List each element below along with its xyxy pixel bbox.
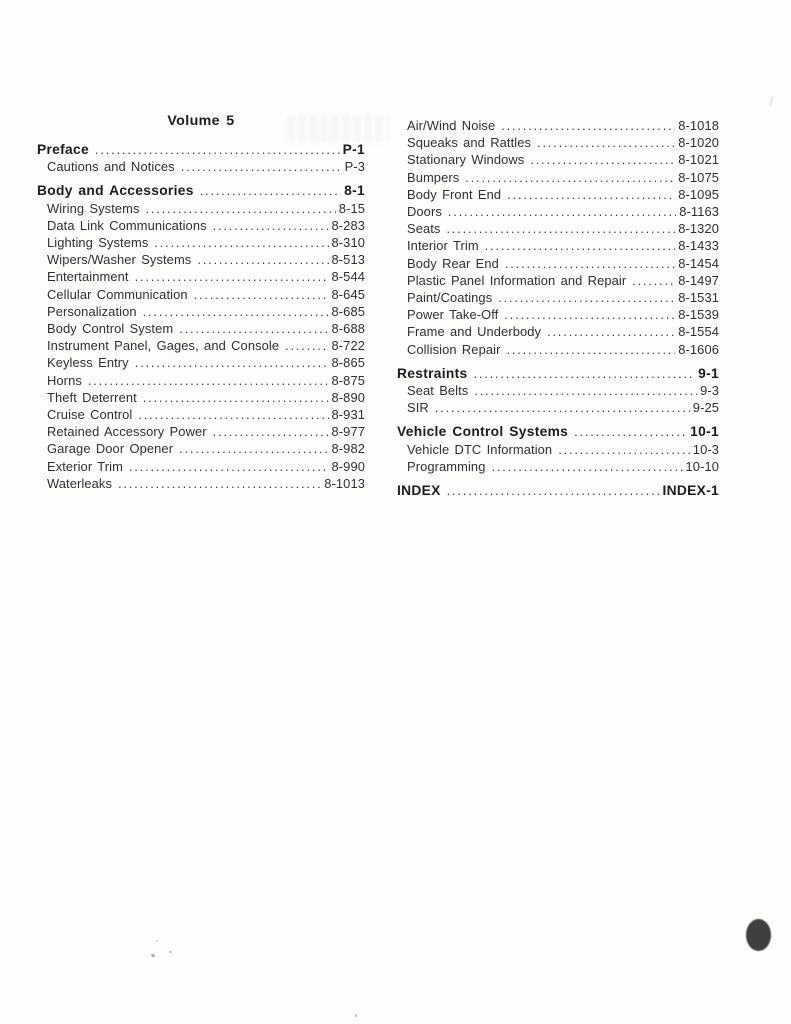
- toc-entry-label: Paint/Coatings: [407, 290, 493, 306]
- toc-entry-label: Garage Door Opener: [47, 441, 174, 457]
- toc-entry-page: 9-3: [700, 383, 719, 399]
- dot-leader: [88, 372, 329, 389]
- toc-entry: [37, 234, 365, 251]
- toc-entry-label: Power Take-Off: [407, 307, 499, 323]
- dot-leader: [200, 182, 341, 199]
- toc-entry-label: Air/Wind Noise: [407, 118, 496, 133]
- toc-entry: [397, 237, 719, 254]
- toc-entry-page: 8-1531: [678, 290, 719, 306]
- toc-entry: [37, 200, 365, 217]
- toc-entry-label: Retained Accessory Power: [47, 424, 207, 440]
- toc-entry-label: Restraints: [397, 365, 468, 381]
- dot-leader: [558, 441, 690, 458]
- toc-section-entry: [397, 423, 719, 440]
- toc-entry-label: Instrument Panel, Gages, and Console: [47, 338, 280, 354]
- scan-speck: [151, 953, 156, 958]
- toc-entry-page: 10-3: [692, 441, 719, 457]
- toc-entry-label: Horns: [47, 372, 82, 388]
- toc-entry: [397, 341, 719, 358]
- toc-entry-label: Bumpers: [407, 169, 460, 185]
- toc-entry-label: Waterleaks: [47, 475, 112, 491]
- toc-entry-label: Body Rear End: [407, 255, 499, 271]
- scan-speck: [355, 1014, 357, 1017]
- toc-entry-page: 8-722: [331, 338, 365, 354]
- toc-entry-page: INDEX-1: [662, 483, 719, 499]
- toc-entry-label: Cellular Communication: [47, 286, 188, 302]
- dot-leader: [506, 341, 675, 358]
- toc-entry-label: Personalization: [47, 303, 137, 319]
- scan-bleed-artifact: [288, 116, 390, 142]
- toc-entry-page: 8-1018: [678, 118, 719, 133]
- toc-entry-label: Vehicle DTC Information: [407, 441, 553, 457]
- dot-leader: [197, 251, 328, 268]
- dot-leader: [143, 389, 329, 406]
- toc-section-entry: [397, 365, 719, 382]
- dot-leader: [179, 320, 328, 337]
- toc-entry: [37, 268, 365, 285]
- toc-entry: [37, 337, 365, 354]
- toc-entry-page: 8-1020: [678, 135, 719, 151]
- toc-entry-page: 8-310: [331, 235, 365, 251]
- toc-entry-page: 8-15: [338, 200, 365, 216]
- dot-leader: [505, 255, 675, 272]
- toc-entry-page: 8-1163: [679, 204, 719, 220]
- toc-entry-label: Plastic Panel Information and Repair: [407, 272, 627, 288]
- dot-leader: [474, 382, 697, 399]
- toc-entry-page: 8-1320: [678, 221, 719, 237]
- toc-entry: [397, 203, 719, 220]
- toc-entry-label: Theft Deterrent: [47, 389, 137, 405]
- toc-entry: [37, 217, 365, 234]
- dot-leader: [530, 151, 675, 168]
- toc-entry-label: Keyless Entry: [47, 355, 129, 371]
- toc-entry: [37, 372, 365, 389]
- toc-section-entry: [37, 141, 365, 158]
- toc-entry: [397, 134, 719, 151]
- toc-entry-page: 8-1433: [678, 238, 719, 254]
- dot-leader: [574, 423, 687, 440]
- dot-leader: [632, 272, 675, 289]
- toc-entry-label: Entertainment: [47, 269, 129, 285]
- scan-speck: [169, 951, 172, 953]
- toc-entry-page: 8-283: [331, 217, 365, 233]
- toc-entries-right: [397, 117, 719, 499]
- toc-entry-page: 9-25: [692, 400, 719, 416]
- toc-entry-label: Data Link Communications: [47, 217, 207, 233]
- dot-leader: [491, 458, 682, 475]
- toc-entry: [397, 458, 719, 475]
- dot-leader: [118, 475, 321, 492]
- toc-entry-page: 8-990: [331, 458, 365, 474]
- toc-entry-page: 10-1: [690, 424, 719, 440]
- toc-entry-label: Seats: [407, 221, 441, 237]
- toc-entry-page: 8-977: [331, 424, 365, 440]
- toc-entry-page: 10-10: [685, 458, 719, 474]
- dot-leader: [179, 440, 328, 457]
- toc-entry-page: 8-1021: [678, 152, 719, 168]
- toc-entry-label: Cruise Control: [47, 407, 133, 423]
- dot-leader: [465, 169, 675, 186]
- toc-entry-page: 8-865: [331, 355, 365, 371]
- toc-section-entry: [37, 182, 365, 199]
- toc-entry: [37, 303, 365, 320]
- toc-entry-label: Wiring Systems: [47, 200, 140, 216]
- toc-entry-label: Stationary Windows: [407, 152, 525, 168]
- toc-entry-label: Lighting Systems: [47, 235, 149, 251]
- toc-entry-label: Cautions and Notices: [47, 159, 175, 175]
- dot-leader: [504, 306, 675, 323]
- toc-entry: [37, 458, 365, 475]
- dot-leader: [95, 141, 340, 158]
- toc-entry: [37, 406, 365, 423]
- toc-entry: [37, 251, 365, 268]
- dot-leader: [285, 337, 328, 354]
- dot-leader: [194, 286, 329, 303]
- dot-leader: [146, 200, 336, 217]
- toc-entry: [37, 354, 365, 371]
- toc-entry-page: 8-1013: [324, 475, 365, 491]
- toc-column-left: [37, 113, 365, 492]
- toc-entry-label: Programming: [407, 458, 486, 474]
- toc-entry: [37, 389, 365, 406]
- dot-leader: [135, 354, 329, 371]
- dot-leader: [447, 482, 660, 499]
- dot-leader: [138, 406, 328, 423]
- toc-entry: [397, 272, 719, 289]
- punch-hole-dot: [746, 919, 771, 951]
- toc-entry: [37, 475, 365, 492]
- toc-entry-page: 8-645: [331, 286, 365, 302]
- toc-entry-page: 8-1454: [678, 255, 719, 271]
- toc-column-right: [397, 117, 719, 499]
- toc-entry: [397, 169, 719, 186]
- toc-entry-label: Interior Trim: [407, 238, 479, 254]
- toc-entry-page: 8-982: [331, 441, 365, 457]
- volume-title: Volume 5: [167, 113, 235, 129]
- toc-entry: [397, 117, 719, 134]
- dot-leader: [143, 303, 329, 320]
- dot-leader: [537, 134, 675, 151]
- toc-entry-label: Vehicle Control Systems: [397, 424, 569, 440]
- toc-entry: [37, 158, 365, 175]
- toc-entry: [397, 220, 719, 237]
- toc-entry-label: SIR: [407, 400, 429, 416]
- scan-speck: [769, 96, 775, 106]
- dot-leader: [435, 399, 690, 416]
- toc-entry-page: 8-1497: [678, 272, 719, 288]
- toc-entry-page: 8-685: [331, 303, 365, 319]
- toc-entry-label: Exterior Trim: [47, 458, 123, 474]
- toc-entry: [397, 306, 719, 323]
- toc-entry: [397, 399, 719, 416]
- dot-leader: [501, 117, 675, 134]
- toc-entry-label: Body Front End: [407, 186, 502, 202]
- toc-entry: [397, 186, 719, 203]
- toc-entry-label: Seat Belts: [407, 383, 469, 399]
- toc-entry: [397, 255, 719, 272]
- dot-leader: [129, 458, 329, 475]
- dot-leader: [213, 217, 329, 234]
- toc-entry: [397, 323, 719, 340]
- toc-entry-label: Doors: [407, 204, 442, 220]
- toc-entry-page: 8-1606: [678, 341, 719, 357]
- toc-entry-label: Wipers/Washer Systems: [47, 252, 192, 268]
- dot-leader: [507, 186, 675, 203]
- toc-entry-page: P-3: [344, 159, 365, 175]
- toc-entry-page: 9-1: [698, 365, 719, 381]
- toc-entry: [37, 423, 365, 440]
- toc-entry-label: Preface: [37, 142, 89, 157]
- toc-entry: [397, 289, 719, 306]
- toc-entry-page: 8-688: [331, 321, 365, 337]
- toc-section-entry: [397, 482, 719, 499]
- toc-entries-left: [37, 141, 365, 492]
- toc-entry-page: 8-1075: [678, 169, 719, 185]
- toc-entry-page: 8-931: [331, 407, 365, 423]
- toc-entry: [37, 286, 365, 303]
- toc-entry-label: Frame and Underbody: [407, 324, 542, 340]
- dot-leader: [547, 323, 675, 340]
- toc-entry-page: P-1: [342, 142, 365, 157]
- toc-entry: [37, 440, 365, 457]
- toc-entry: [397, 382, 719, 399]
- toc-entry-label: Collision Repair: [407, 341, 501, 357]
- toc-entry-label: INDEX: [397, 483, 441, 499]
- scan-speck: [156, 940, 158, 942]
- dot-leader: [181, 158, 342, 175]
- toc-entry-page: 8-1554: [678, 324, 719, 340]
- dot-leader: [498, 289, 675, 306]
- toc-entry-page: 8-1539: [678, 307, 719, 323]
- toc-entry: [37, 320, 365, 337]
- toc-entry-page: 8-890: [331, 389, 365, 405]
- dot-leader: [135, 268, 329, 285]
- toc-entry-page: 8-544: [331, 269, 365, 285]
- dot-leader: [473, 365, 695, 382]
- toc-entry-page: 8-875: [331, 372, 365, 388]
- toc-entry: [397, 441, 719, 458]
- toc-entry-label: Body Control System: [47, 321, 174, 337]
- toc-entry-label: Squeaks and Rattles: [407, 135, 532, 151]
- dot-leader: [448, 203, 676, 220]
- dot-leader: [213, 423, 329, 440]
- toc-entry-label: Body and Accessories: [37, 183, 194, 199]
- dot-leader: [154, 234, 328, 251]
- dot-leader: [485, 237, 676, 254]
- toc-entry: [397, 151, 719, 168]
- toc-entry-page: 8-513: [331, 252, 365, 268]
- dot-leader: [446, 220, 675, 237]
- toc-entry-page: 8-1: [344, 183, 365, 199]
- toc-entry-page: 8-1095: [678, 186, 719, 202]
